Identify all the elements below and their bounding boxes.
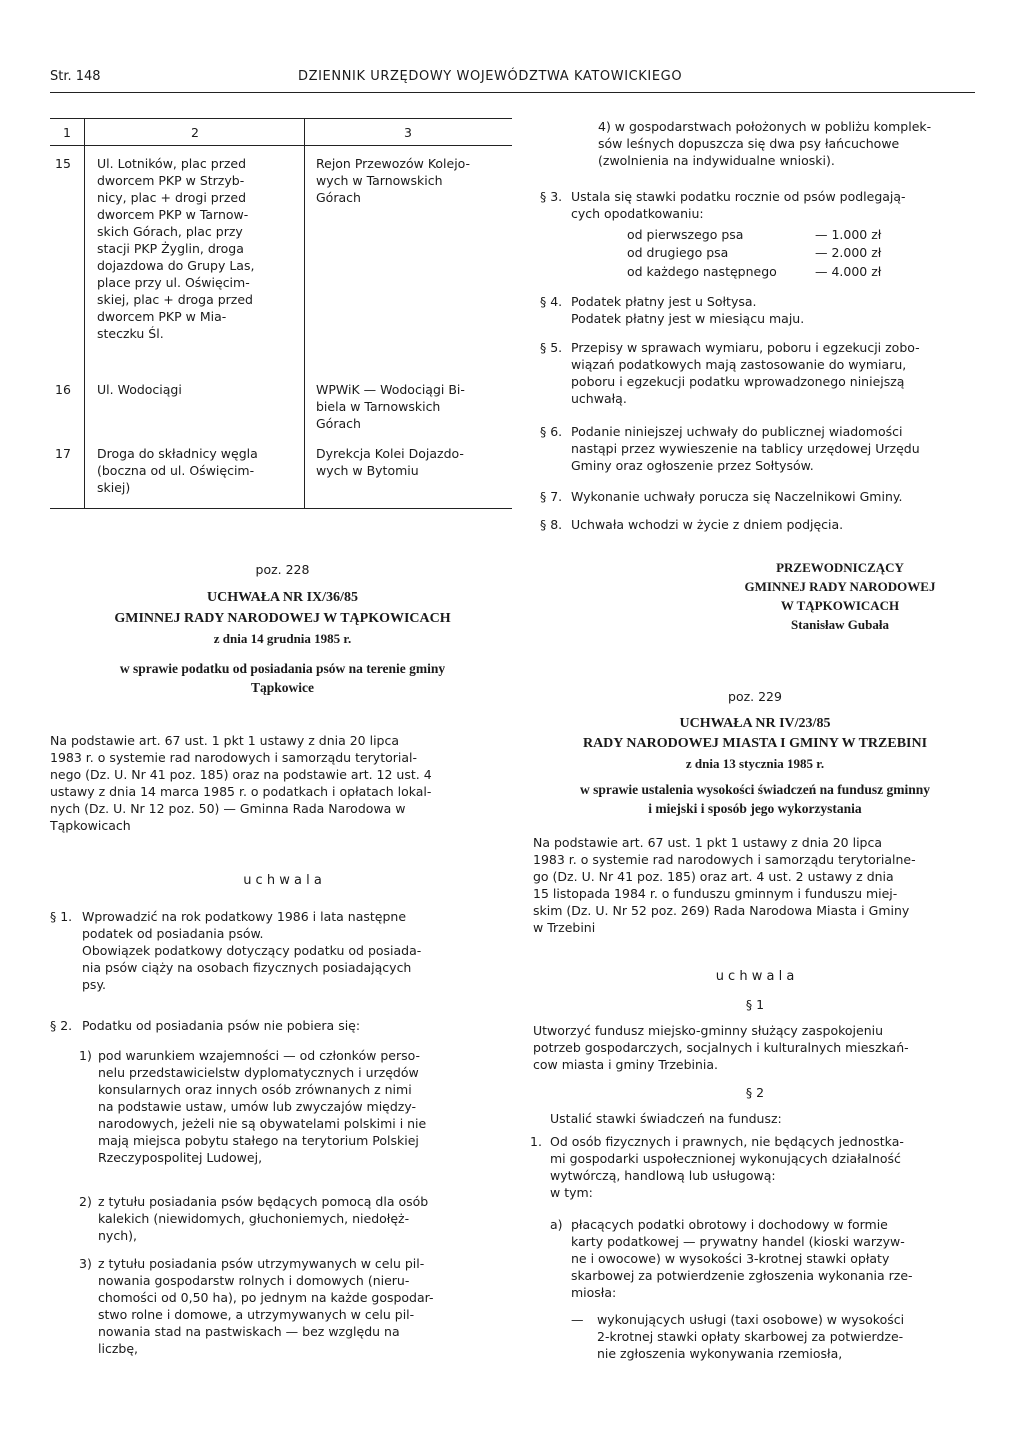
- list-item-text: z tytułu posiadania psów będących pomocą dla osób kalekich (niewidomych, głuchoniemych, niedołęż- nych),: [98, 1194, 429, 1243]
- section-6-text: Podanie niniejszej uchwały do publicznej wiadomości nastąpi przez wywieszenie na tablicy urzędowej Urzędu Gminy oraz ogłoszenie przez Sołtysów.: [571, 424, 920, 473]
- section-number: § 3.: [540, 189, 563, 204]
- list-item-text: pod warunkiem wzajemności — od członków perso- nelu przedstawicielstw dyplomatycznych i urzędów konsularnych oraz innych osób zrównanych z nimi na podstawie ustaw, umów lub zwyczajów między- narodowych, jeżeli nie są obywatelami polskimi i nie mają miejsca pobytu stałego na terytorium Polskiej Rzeczypospolitej Ludowej,: [98, 1048, 427, 1165]
- chairman-name: Stanisław Gubała: [791, 617, 889, 632]
- list-item-number: 2): [79, 1194, 92, 1209]
- rate-value: — 2.000 zł: [815, 245, 882, 260]
- table-top-rule: [50, 118, 512, 119]
- resolution-preamble: Na podstawie art. 67 ust. 1 pkt 1 ustawy z dnia 20 lipca 1983 r. o systemie rad narodowych i samorządu terytorialne- go (Dz. U. Nr 41 poz. 185) oraz art. 4 ust. 2 ustawy z dnia 15 listopada 1984 r. o funduszu gminnym i funduszu miej- skim (Dz. U. Nr 52 poz. 269) Rada Narodowa Miasta i Gminy w Trzebini: [533, 835, 916, 935]
- table-row-number: 17: [55, 446, 71, 461]
- chairman-title: PRZEWODNICZĄCY: [776, 560, 904, 575]
- section-number: § 1.: [50, 909, 73, 924]
- resolution-date: z dnia 13 stycznia 1985 r.: [685, 756, 825, 771]
- rate-label: od pierwszego psa: [627, 227, 744, 242]
- section-number: § 7.: [540, 489, 563, 504]
- resolution-subject: w sprawie podatku od posiadania psów na terenie gminy Tąpkowice: [119, 661, 446, 695]
- section-4-text: Podatek płatny jest u Sołtysa. Podatek płatny jest w miesiącu maju.: [571, 294, 805, 326]
- resolution-title: UCHWAŁA NR IV/23/85: [679, 716, 831, 731]
- list-item-text: Od osób fizycznych i prawnych, nie będących jednostka- mi gospodarki uspołecznionej wykonujących działalność wytwórczą, handlową lub usługową: w tym:: [550, 1134, 904, 1200]
- rate-value: — 4.000 zł: [815, 264, 882, 279]
- section-7-text: Wykonanie uchwały porucza się Naczelnikowi Gminy.: [571, 489, 903, 504]
- resolution-council: RADY NARODOWEJ MIASTA I GMINY W TRZEBINI: [582, 736, 928, 751]
- list-item-number: a): [550, 1217, 563, 1232]
- table-col-header: 1: [63, 125, 71, 140]
- header-rule: [50, 92, 975, 93]
- section-number: § 4.: [540, 294, 563, 309]
- rate-value: — 1.000 zł: [815, 227, 882, 242]
- table-cell-operator: Rejon Przewozów Kolejo- wych w Tarnowskich Górach: [316, 156, 471, 205]
- chairman-council: GMINNEJ RADY NARODOWEJ: [744, 579, 936, 594]
- resolution-council: GMINNEJ RADY NARODOWEJ W TĄPKOWICACH: [114, 611, 451, 626]
- resolution-uchwala: u c h w a l a: [715, 969, 795, 984]
- list-item-number: —: [571, 1312, 584, 1327]
- table-cell-operator: WPWiK — Wodociągi Bi- biela w Tarnowskich Górach: [316, 382, 465, 431]
- table-header-rule: [50, 145, 512, 146]
- table-cell-operator: Dyrekcja Kolei Dojazdo- wych w Bytomiu: [316, 446, 464, 478]
- page-number: Str. 148: [50, 69, 101, 84]
- section-number: § 2.: [50, 1018, 73, 1033]
- section-1-text: Utworzyć fundusz miejsko-gminny służący zaspokojeniu potrzeb gospodarczych, socjalnych i kulturalnych mieszkań- cow miasta i gminy Trzebinia.: [533, 1023, 909, 1072]
- table-row-number: 15: [55, 156, 71, 171]
- resolution-subject: w sprawie ustalenia wysokości świadczeń na fundusz gminny i miejski i sposób jego wykorzystania: [580, 782, 930, 816]
- section-5-text: Przepisy w sprawach wymiaru, poboru i egzekucji zobo- wiązań podatkowych mają zastosowanie do wymiaru, poboru i egzekucji podatku wprowadzonego niniejszą uchwałą.: [571, 340, 920, 406]
- table-col-divider: [304, 118, 305, 508]
- table-col-divider: [84, 118, 85, 508]
- journal-title: DZIENNIK URZĘDOWY WOJEWÓDZTWA KATOWICKIEGO: [298, 69, 683, 84]
- table-col-header: 3: [404, 125, 412, 140]
- resolution-title: UCHWAŁA NR IX/36/85: [207, 590, 358, 605]
- resolution-date: z dnia 14 grudnia 1985 r.: [213, 631, 352, 646]
- position-number: poz. 229: [728, 689, 782, 704]
- table-col-header: 2: [191, 125, 199, 140]
- table-cell-location: Ul. Wodociągi: [97, 382, 182, 397]
- section-number: § 5.: [540, 340, 563, 355]
- position-number: poz. 228: [255, 562, 310, 577]
- section-2-text: Ustalić stawki świadczeń na fundusz:: [550, 1111, 782, 1126]
- section-1-text: Wprowadzić na rok podatkowy 1986 i lata następne podatek od posiadania psów. Obowiązek podatkowy dotyczący podatku od posiada- nia psów ciąży na osobach fizycznych posiadających psy.: [82, 909, 422, 992]
- list-item-text: płacących podatki obrotowy i dochodowy w formie karty podatkowej — prywatny handel (kioski warzyw- ne i owocowe) w wysokości 3-krotnej stawki opłaty skarbowej za potwierdzenie zgłoszenia wykonania rze- miosła:: [571, 1217, 913, 1300]
- rate-label: od drugiego psa: [627, 245, 729, 260]
- section-8-text: Uchwała wchodzi w życie z dniem podjęcia.: [571, 517, 844, 532]
- resolution-uchwala: u c h w a l a: [243, 873, 322, 888]
- rate-label: od każdego następnego: [627, 264, 777, 279]
- table-row-number: 16: [55, 382, 71, 397]
- list-item-number: 3): [79, 1256, 92, 1271]
- table-cell-location: Ul. Lotników, plac przed dworcem PKP w Strzyb- nicy, plac + drogi przed dworcem PKP w Tarnow- skich Górach, plac przy stacji PKP Żyglin, droga dojazdowa do Grupy Las, place przy ul. Oświęcim- skiej, plac + droga przed dworcem PKP w Mia- steczku Śl.: [97, 156, 255, 341]
- list-item-number: 1.: [530, 1134, 542, 1149]
- section-number: § 6.: [540, 424, 563, 439]
- section-3-text: Ustala się stawki podatku rocznie od psów podlegają- cych opodatkowaniu:: [571, 189, 906, 221]
- section-2-text: Podatku od posiadania psów nie pobiera się:: [82, 1018, 361, 1033]
- item-4-text: 4) w gospodarstwach położonych w pobliżu komplek- sów leśnych dopuszcza się dwa psy łańcuchowe (zwolnienia na indywidualne wnioski).: [598, 119, 932, 168]
- list-item-text: wykonujących usługi (taxi osobowe) w wysokości 2-krotnej stawki opłaty skarbowej za potwierdze- nie zgłoszenia wykonywania rzemiosła,: [597, 1312, 905, 1361]
- resolution-preamble: Na podstawie art. 67 ust. 1 pkt 1 ustawy z dnia 20 lipca 1983 r. o systemie rad narodowych i samorządu terytorial- nego (Dz. U. Nr 41 poz. 185) oraz na podstawie art. 12 ust. 4 ustawy z dnia 14 marca 1985 r. o podatkach i opłatach lokal- nych (Dz. U. Nr 12 poz. 50) — Gminna Rada Narodowa w Tąpkowicach: [50, 733, 432, 833]
- list-item-text: z tytułu posiadania psów utrzymywanych w celu pil- nowania gospodarstw rolnych i domowych (nieru- chomości od 0,50 ha), po jednym na każde gospodar- stwo rolne i domowe, a utrzymywanych w celu pil- nowania stad na pastwiskach — bez względu na liczbę,: [98, 1256, 434, 1356]
- table-cell-location: Droga do składnicy węgla (boczna od ul. Oświęcim- skiej): [97, 446, 258, 495]
- section-number: § 8.: [540, 517, 563, 532]
- table-bottom-rule: [50, 508, 512, 509]
- chairman-place: W TĄPKOWICACH: [780, 598, 900, 613]
- list-item-number: 1): [79, 1048, 92, 1063]
- section-heading: § 2: [745, 1085, 765, 1100]
- section-heading: § 1: [745, 997, 765, 1012]
